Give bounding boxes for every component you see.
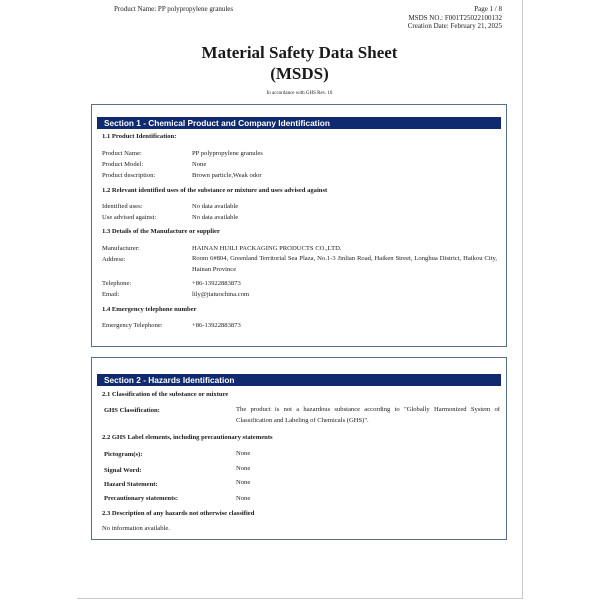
value: None: [192, 161, 207, 168]
msds-number: MSDS NO.: F001T25022100132: [408, 13, 502, 22]
section-2: [91, 357, 507, 540]
label: Manufacturer:: [102, 245, 140, 252]
label: Use advised against:: [102, 214, 157, 221]
label: Hazard Statement:: [104, 481, 158, 488]
value: No information available.: [102, 525, 170, 532]
value: No data available: [192, 214, 239, 221]
label: Address:: [102, 256, 126, 263]
value: HAINAN HUILI PACKAGING PRODUCTS CO.,LTD.: [192, 245, 342, 252]
header-meta: [408, 5, 502, 31]
value: None: [236, 495, 251, 502]
creation-date: Creation Date: February 21, 2025: [407, 22, 502, 30]
section-1-title: Section 1 - Chemical Product and Company Identification: [97, 117, 501, 129]
document-title: [77, 42, 522, 84]
label: Telephone:: [102, 280, 132, 287]
page-number: Page 1 / 8: [474, 5, 502, 13]
value: +86-13922883873: [192, 280, 241, 287]
value: Room 6#804, Greenland Territorial Sea Plaza, No.1-3 Jinlian Road, Haiken Street, Longhua District, Haikou City, Hainan Province: [192, 255, 497, 273]
header-product-name: Product Name: PP polypropylene granules: [114, 5, 234, 13]
subsection-2-3: 2.3 Description of any hazards not otherwise classified: [102, 510, 255, 517]
label: Emergency Telephone:: [102, 322, 163, 329]
value: None: [236, 479, 251, 486]
section-2-title: Section 2 - Hazards Identification: [97, 374, 501, 386]
value: None: [236, 465, 251, 472]
section-1: [91, 104, 507, 347]
value: No data available: [192, 203, 239, 210]
label: Email:: [102, 291, 120, 298]
subsection-2-2: 2.2 GHS Label elements, including precautionary statements: [102, 434, 273, 441]
subsection-2-1: 2.1 Classification of the substance or mixture: [102, 391, 229, 398]
value: +86-13922883873: [192, 322, 241, 329]
document-subtitle: In accordance with GHS Rev. 10: [266, 91, 333, 96]
subsection-1-4: 1.4 Emergency telephone number: [102, 306, 197, 313]
label: Precautionary statements:: [104, 495, 179, 502]
label: Identified uses:: [102, 203, 143, 210]
label: Signal Word:: [104, 467, 142, 474]
label: Product Name:: [102, 150, 142, 157]
label: Product Model:: [102, 161, 144, 168]
value: PP polypropylene granules: [192, 150, 263, 157]
subsection-1-2: 1.2 Relevant identified uses of the substance or mixture and uses advised against: [102, 187, 328, 194]
email-link[interactable]: lily@jiatuochina.com: [192, 291, 250, 298]
value: The product is not a hazardous substance according to "Globally Harmonized System of Classification and Labeling of Chemicals (GHS)".: [236, 406, 500, 424]
label: GHS Classification:: [104, 407, 160, 414]
document-page: [77, 0, 523, 599]
value: None: [236, 450, 251, 457]
label: Pictogram(s):: [104, 451, 143, 458]
title-line-1: Material Safety Data Sheet: [201, 43, 398, 62]
title-line-2: (MSDS): [270, 64, 329, 83]
label: Product description:: [102, 172, 156, 179]
subsection-1-1: 1.1 Product Identification:: [102, 133, 177, 140]
value: Brown particle,Weak odor: [192, 172, 262, 179]
subsection-1-3: 1.3 Details of the Manufacture or supplier: [102, 228, 220, 235]
